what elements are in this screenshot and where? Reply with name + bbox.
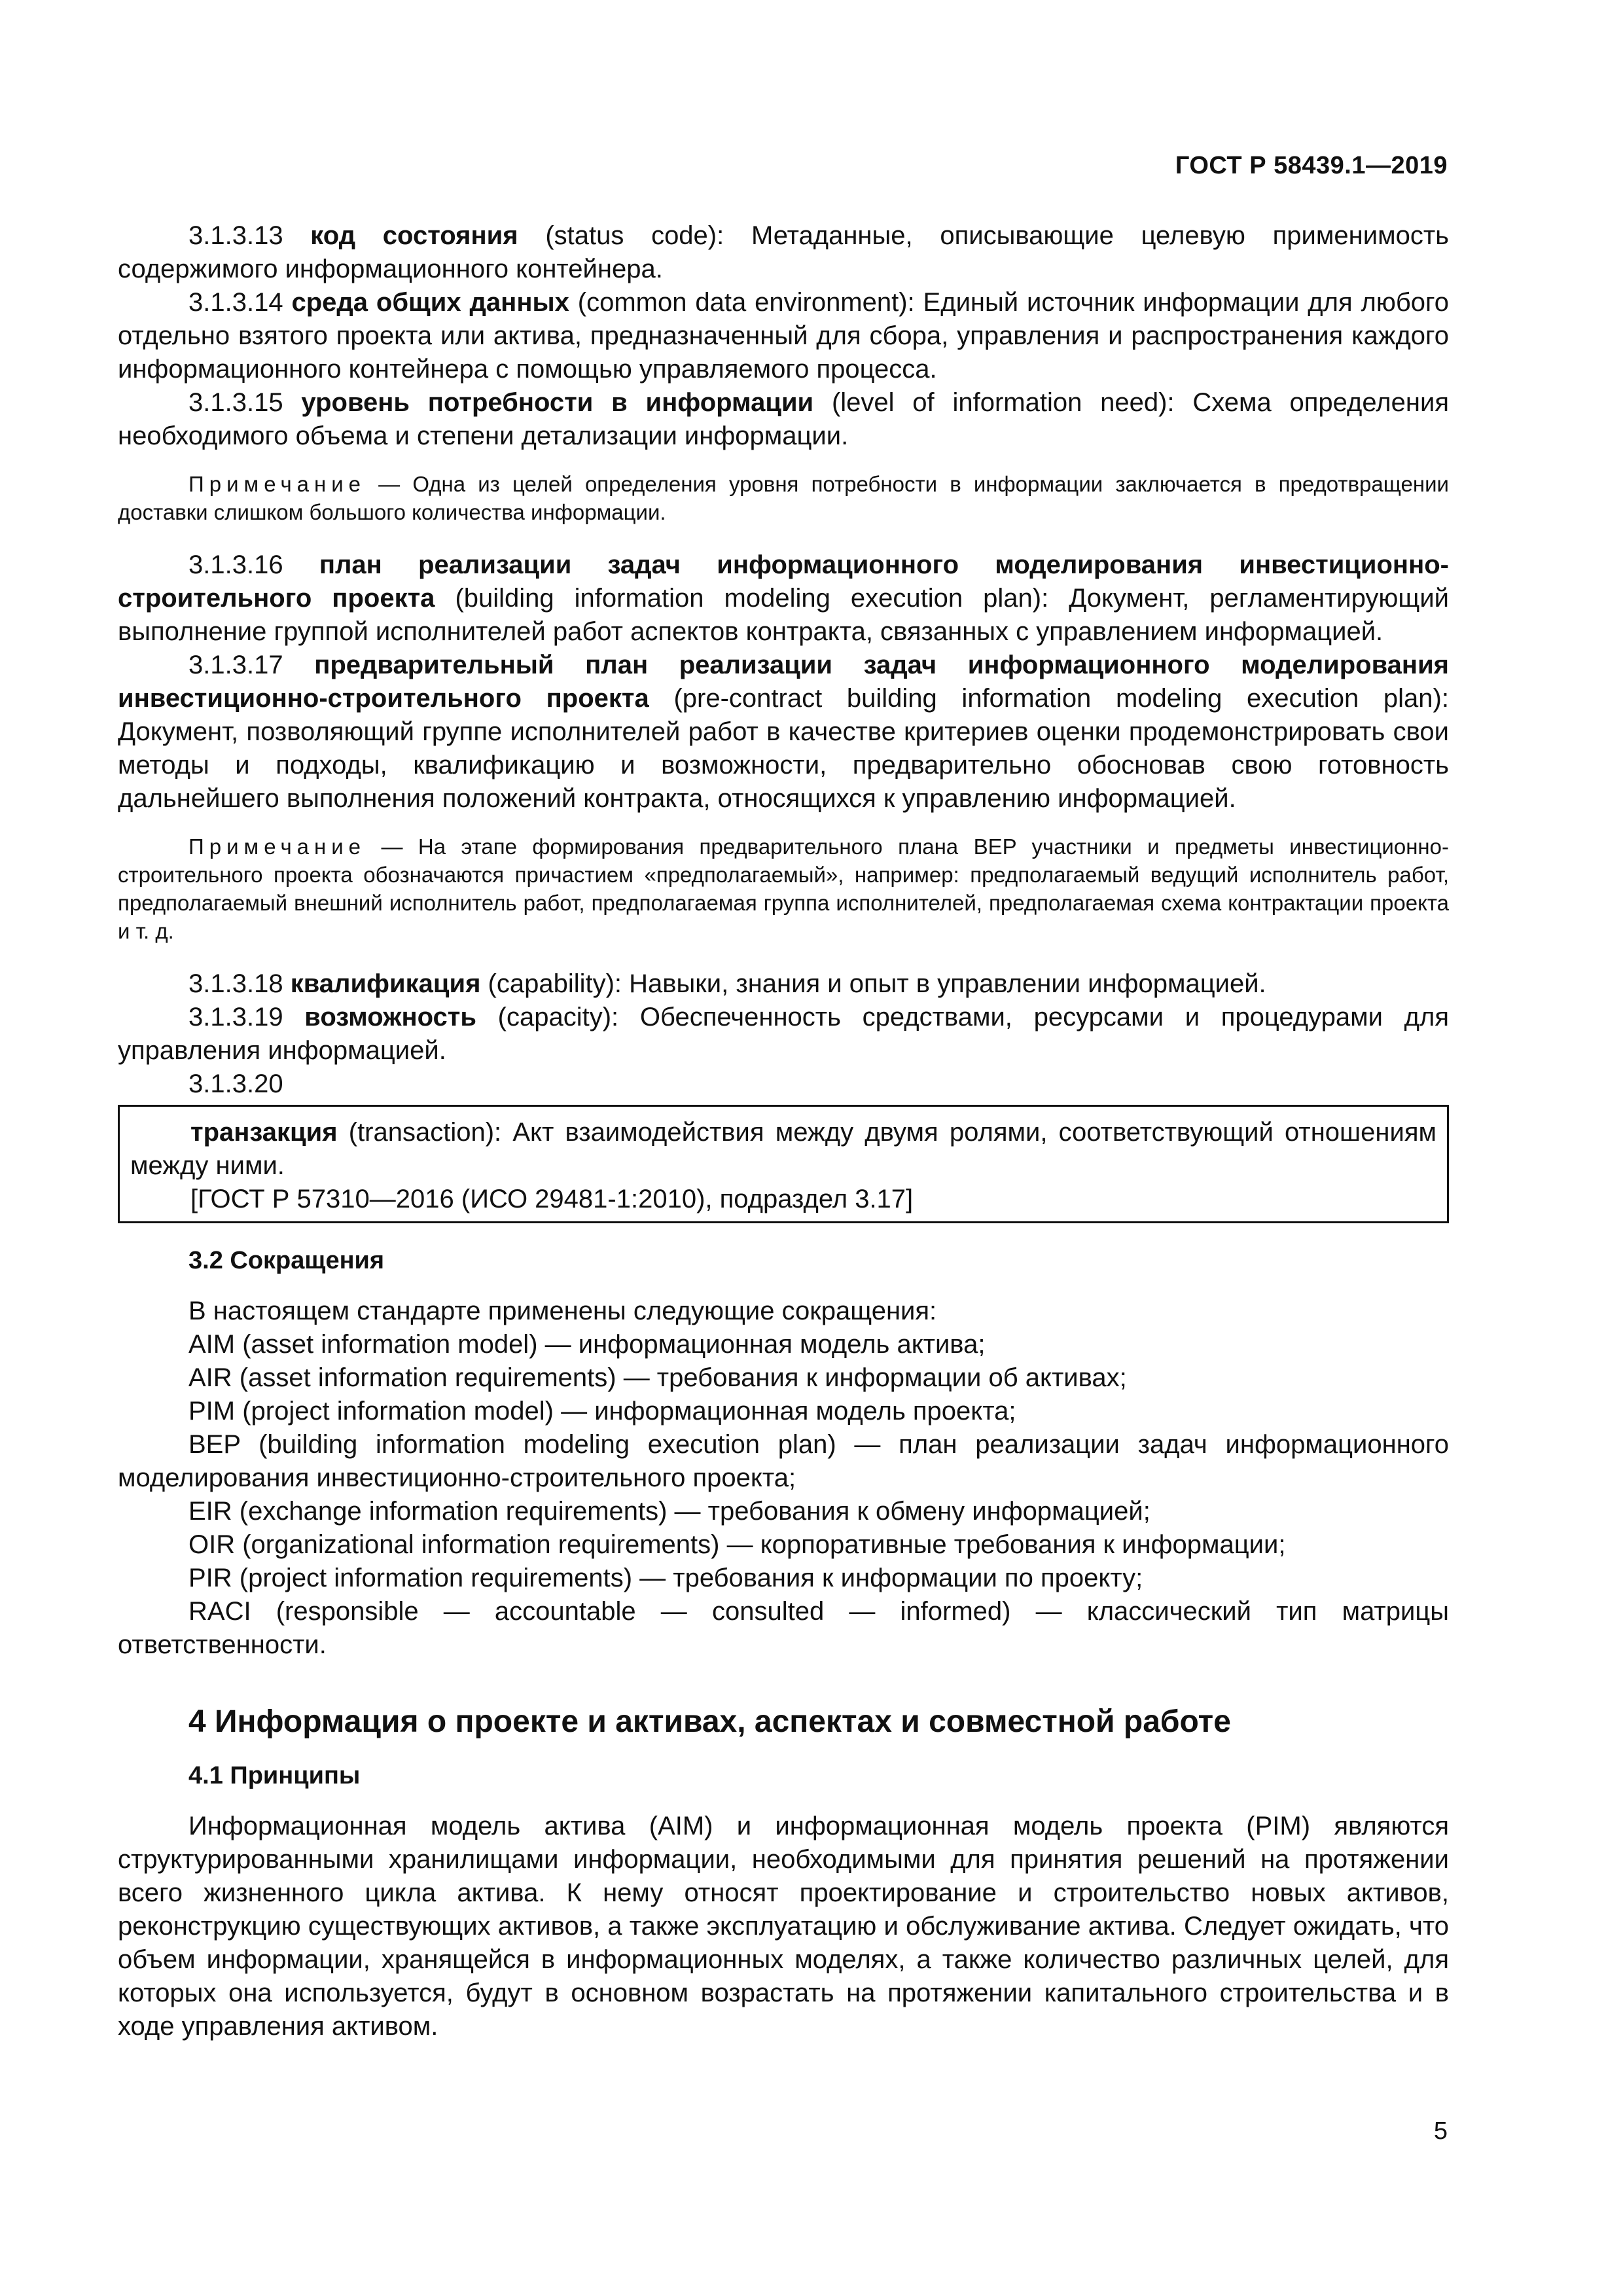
term-source-reference: [ГОСТ Р 57310—2016 (ИСО 29481-1:2010), подраздел 3.17] [190,1185,914,1213]
term-name: уровень потребности в информации [301,388,814,417]
note-label: Примечание [188,834,366,859]
term-english: (pre-contract building information modeling execution plan): [673,684,1449,713]
term-definition: Документ, регламентирующий выполнение группой исполнителей работ аспектов контракта, связанных с управлением информацией. [118,584,1450,646]
note-text: — Одна из целей определения уровня потребности в информации заключается в предотвращении доставки слишком большого количества информации. [118,472,1449,524]
term-3-1-3-17 [118,649,1449,816]
section-3-2-heading: 3.2 Сокращения [188,1247,385,1274]
term-name: транзакция [190,1118,338,1147]
note-level-of-information-need [118,470,1449,526]
term-name: квалификация [290,969,481,998]
term-english: (status code): [545,221,724,250]
term-name: предварительный план реализации задач информационного моделирования инвестиционно-строительного проекта [118,651,1449,713]
term-number: 3.1.3.13 [188,221,283,250]
term-definition: Обеспеченность средствами, ресурсами и процедурами для управления информацией. [118,1003,1449,1065]
term-definition: Метаданные, описывающие целевую применимость содержимого информационного контейнера. [118,221,1449,283]
term-name: возможность [304,1003,476,1031]
term-english: (common data environment): [577,288,915,317]
term-number: 3.1.3.16 [188,550,283,579]
abbreviation-pim: PIM (project information model) — информационная модель проекта; [188,1397,1016,1426]
quoted-term-box [118,1105,1449,1223]
abbreviation-oir: OIR (organizational information requirements) — корпоративные требования к информации; [188,1530,1286,1559]
term-name: план реализации задач информационного моделирования инвестиционно-строительного проекта [118,550,1449,613]
note-pre-contract-bep [118,833,1449,945]
term-name: код состояния [310,221,518,250]
abbreviation-air: AIR (asset information requirements) — требования к информации об активах; [188,1363,1127,1392]
note-text: — На этапе формирования предварительного плана BEP участники и предметы инвестиционно-строительного проекта обозначаются причастием «предполагаемый», например: предполагаемый ведущий исполнитель работ, предполагаемый внешний исполнитель работ, предполагаемая группа исполнителей, предполагаемая схема контрактации проекта и т. д. [118,834,1449,943]
term-3-1-3-18 [118,967,1449,1001]
term-number: 3.1.3.15 [188,388,283,417]
abbreviation-bep: BEP (building information modeling execution plan) — план реализации задач информационного моделирования инвестиционно-строительного проекта; [118,1430,1449,1492]
abbreviation-pir: PIR (project information requirements) — требования к информации по проекту; [188,1564,1143,1592]
note-label: Примечание [188,472,366,496]
term-english: (level of information need): [831,388,1175,417]
term-definition: Навыки, знания и опыт в управлении информацией. [622,969,1266,998]
term-number: 3.1.3.14 [188,288,283,317]
term-number: 3.1.3.19 [188,1003,283,1031]
abbreviation-aim: AIM (asset information model) — информационная модель актива; [188,1330,986,1359]
term-number: 3.1.3.20 [188,1069,283,1098]
page-number: 5 [1433,2117,1448,2145]
section-4-heading: 4 Информация о проекте и активах, аспектах и совместной работе [188,1704,1231,1739]
document-code-header: ГОСТ Р 58439.1—2019 [1175,152,1448,179]
term-number: 3.1.3.17 [188,651,283,679]
term-english: (transaction): [348,1118,502,1147]
term-number: 3.1.3.18 [188,969,283,998]
term-3-1-3-19 [118,1001,1449,1067]
section-4-1-heading: 4.1 Принципы [188,1762,361,1789]
term-definition: Документ, позволяющий группе исполнителей работ в качестве критериев оценки продемонстрировать свои методы и подходы, квалификацию и возможности, предварительно обосновав свою готовность дальнейшего выполнения положений контракта, относящихся к управлению информацией. [118,717,1449,813]
term-definition: Схема определения необходимого объема и степени детализации информации. [118,388,1449,450]
abbreviation-eir: EIR (exchange information requirements) — требования к обмену информацией; [188,1497,1150,1526]
term-english: (capacity): [497,1003,619,1031]
term-3-1-3-20 [118,1067,1449,1223]
page-content [118,219,1449,2043]
term-english: (building information modeling execution plan): [455,584,1049,613]
term-3-1-3-14 [118,286,1449,386]
section-4-1-paragraph: Информационная модель актива (AIM) и информационная модель проекта (PIM) являются структурированными хранилищами информации, необходимыми для принятия решений на протяжении всего жизненного цикла актива. К нему относят проектирование и строительство новых активов, реконструкцию существующих активов, а также эксплуатацию и обслуживание актива. Следует ожидать, что объем информации, хранящейся в информационных моделях, а также количество различных целей, для которых она используется, будут в основном возрастать на протяжении капитального строительства и в ходе управления активом. [118,1812,1449,2041]
quoted-term-definition [130,1116,1436,1183]
term-name: среда общих данных [291,288,569,317]
abbreviations-intro: В настоящем стандарте применены следующие сокращения: [188,1297,937,1325]
term-3-1-3-15 [118,386,1449,453]
term-definition: Единый источник информации для любого отдельно взятого проекта или актива, предназначенный для сбора, управления и распространения каждого информационного контейнера с помощью управляемого процесса. [118,288,1449,384]
term-definition: Акт взаимодействия между двумя ролями, соответствующий отношениям между ними. [130,1118,1436,1180]
term-3-1-3-16 [118,548,1449,649]
abbreviation-raci: RACI (responsible — accountable — consulted — informed) — классический тип матрицы ответственности. [118,1597,1449,1659]
term-english: (capability): [488,969,622,998]
term-number-line [118,1067,1449,1101]
term-3-1-3-13 [118,219,1449,286]
